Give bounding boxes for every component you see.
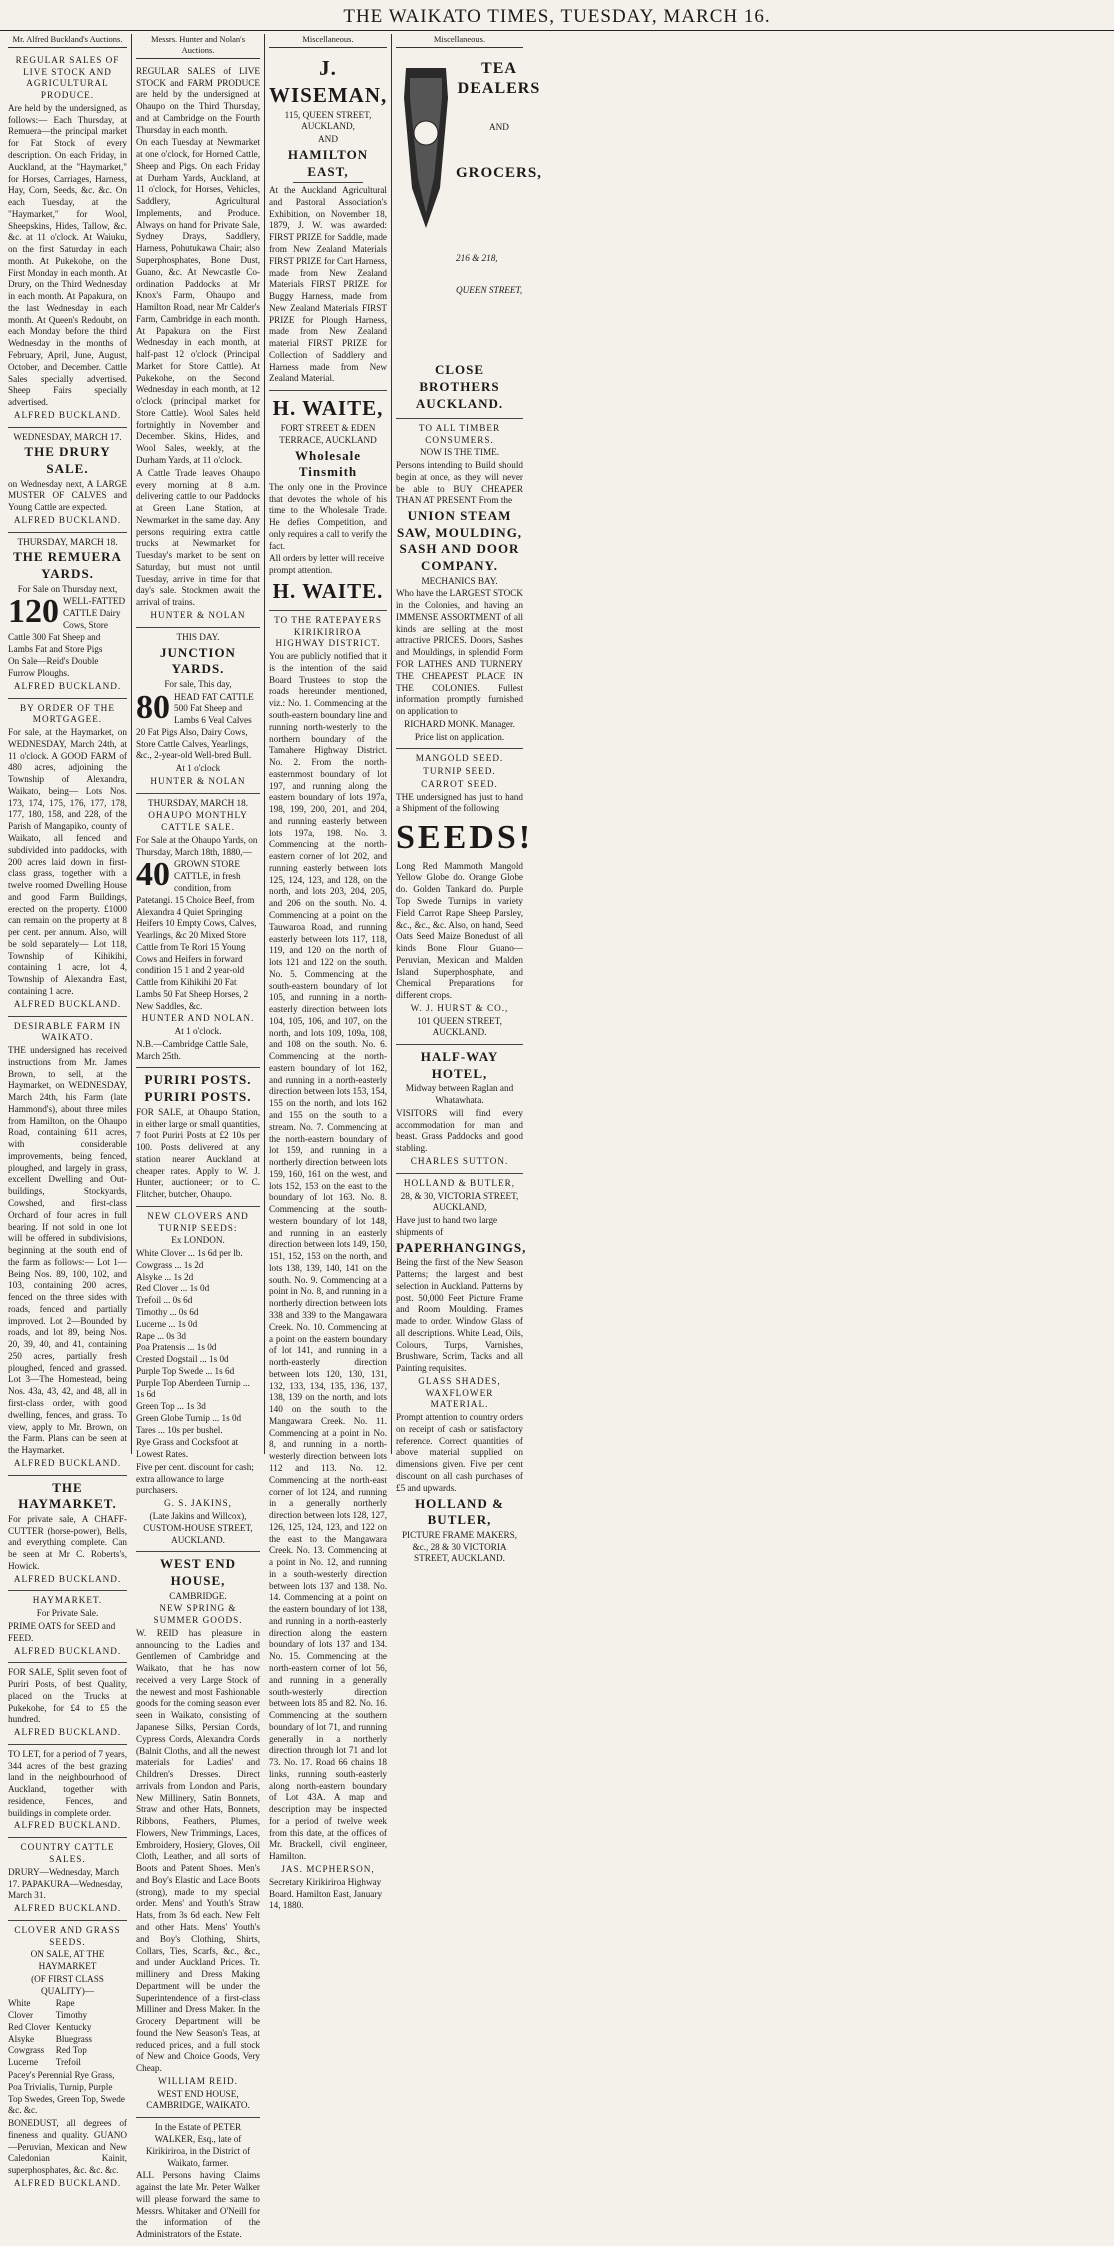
- advert-puriri-posts: [8, 1663, 127, 1745]
- list-item: Purple Top Aberdeen Turnip ... 1s 6d: [136, 1377, 250, 1400]
- list-item: Timothy: [55, 2010, 88, 2021]
- advert-body: THE undersigned has just to hand a Shipment of the following: [396, 791, 523, 814]
- advert-heading: PURIRI POSTS. PURIRI POSTS.: [144, 1072, 252, 1105]
- advert-body: For private sale, A CHAFF-CUTTER (horse-power), Bells, and everything complete. Can be seen at Mr C. Roberts's, Howick.: [8, 1513, 127, 1571]
- count-80: 80: [136, 688, 170, 726]
- advert-junction-yards: [136, 628, 260, 794]
- advert-subhead: (OF FIRST CLASS QUALITY)—: [31, 1973, 104, 1996]
- list-item: Alsyke: [8, 2033, 35, 2044]
- advert-heading: REGULAR SALES OF LIVE STOCK AND AGRICULTURAL PRODUCE.: [15, 54, 120, 101]
- advert-heading: TEA DEALERS: [457, 59, 541, 98]
- list-item: White Clover: [8, 1998, 34, 2021]
- close-brothers-text: [456, 58, 542, 358]
- advert-desirable-farm: [8, 1017, 127, 1476]
- signature: ALFRED BUCKLAND.: [13, 514, 122, 525]
- advert-body: FOR SALE, at Ohaupo Station, in either large or small quantities, 7 foot Puriri Posts at £2 10s per 100. Posts delivered at any station nearer Auckland at cheaper rates. Apply to W. J. Hunter, auctioneer; or to C. Flitcher, butcher, Ohaupo.: [136, 1106, 260, 1200]
- advert-heading: TO THE RATEPAYERS KIRIKIRIROA HIGHWAY DISTRICT.: [274, 614, 382, 649]
- advert-heading: BY ORDER OF THE MORTGAGEE.: [20, 702, 115, 725]
- advert-body: A Cattle Trade leaves Ohaupo every morning at 8 a.m. delivering cattle to our Paddocks at Green Lane Station, at Newmarket in the same day. Any persons requiring extra cattle trucks at Newmarket for Tuesday's market to be sent on Saturday, but must not until Tuesday, arrive in time for that day's sale. Stockmen await the arrival of trains.: [136, 467, 260, 608]
- signature: W. J. HURST & CO.,: [410, 1002, 509, 1013]
- advert-body: FOR SALE, Split seven foot of Puriri Posts, of best Quality, placed on the Trucks at Pukekohe, for £4 to £5 the hundred.: [8, 1667, 127, 1725]
- signature: ALFRED BUCKLAND.: [13, 1727, 122, 1738]
- signature: H. WAITE.: [272, 578, 384, 603]
- advert-body: ALL Persons having Claims against the late Mr. Peter Walker will please forward the same to Messrs. Whitaker and O'Neill for the information of the Administrators of the Estate.: [136, 2170, 260, 2240]
- advert-new-clovers: [136, 1207, 260, 1552]
- advert-body: PRIME OATS for SEED and FEED.: [8, 1620, 116, 1643]
- advert-note: Rye Grass and Cocksfoot at Lowest Rates.: [136, 1437, 239, 1460]
- advert-body: WELL-FATTED CATTLE Dairy Cows, Store Cattle 300 Fat Sheep and Lambs Fat and Store Pigs: [8, 596, 126, 654]
- advert-heading: THE DRURY SALE.: [24, 444, 111, 476]
- column-header: Messrs. Hunter and Nolan's Auctions.: [136, 34, 260, 59]
- advert-note: N.B.—Cambridge Cattle Sale, March 25th.: [136, 1038, 249, 1061]
- advert-body: At the Auckland Agricultural and Pastoral Association's Exhibition, on November 18, 1879, J. W. was awarded: FIRST PRIZE for Saddle, made from New Zealand Materials FIRST PRIZE for Cart Harness, made from New Zealand Materials FIRST PRIZE for Buggy Harness, made from New Zealand Materials FIRST PRIZE for Plough Harness, made from New Zealand material FIRST PRIZE for Collection of Saddlery and Harness made from New Zealand Material.: [269, 185, 387, 384]
- advert-subhead: For Sale at the Ohaupo Yards, on Thursday, March 18th, 1880,—: [136, 834, 258, 857]
- advert-heading: HAYMARKET.: [32, 1595, 103, 1606]
- signature: RICHARD MONK. Manager.: [404, 718, 515, 729]
- advert-address: 28, & 30, VICTORIA STREET, AUCKLAND,: [400, 1190, 519, 1213]
- advert-heading: WEST END HOUSE,: [159, 1556, 237, 1588]
- advert-heading: THE HAYMARKET.: [18, 1479, 117, 1512]
- masthead: [0, 0, 1114, 31]
- advert-address: MECHANICS BAY.: [421, 575, 498, 586]
- list-item: Trefoil: [55, 2057, 81, 2068]
- advert-heading: UNION STEAM SAW, MOULDING, SASH AND DOOR COMPANY.: [396, 508, 523, 573]
- advert-address: FORT STREET & EDEN TERRACE, AUCKLAND: [279, 423, 377, 445]
- advert-heading: CLOSE BROTHERS: [419, 361, 500, 394]
- list-item: Lucerne: [8, 2057, 39, 2068]
- date-heading: THURSDAY, MARCH 18.: [17, 536, 118, 547]
- advert-note: At 1 o'clock: [175, 763, 221, 774]
- advert-remuera: [8, 533, 127, 699]
- advert-address: QUEEN STREET,: [456, 284, 523, 295]
- advert-heading: HALF-WAY HOTEL,: [420, 1049, 499, 1081]
- advert-heading: CARROT SEED.: [421, 778, 498, 789]
- advert-heading: TURNIP SEED.: [423, 766, 496, 777]
- advert-body: W. REID has pleasure in announcing to the Ladies and Gentlemen of Cambridge and Waikato, that he has now received a very Large Stock of the newest and most Fashionable goods for the coming season ever seen in Waikato, consisting of Japanese Silks, Persian Cords, Cypress Cords, Alexandra Cords (Balnit Cloths, and all the newest materials for Ladies' and Children's Dresses. Direct arrivals from London and Paris, New Millinery, Satin Bonnets, Straw and other Hats, Bonnets, Ribbons, Feathers, Plumes, Flowers, New Trimmings, Laces, Embroidery, Hosiery, Gloves, Oil Cloth, Leather, and all sorts of Boots and Patent Shoes. Men's and Boy's Elastic and Lace Boots (strong), made to my special order. Mens' and Youth's Straw Hats, from 3s 6d each. New Felt and other Hats. Mens' Youth's and Boy's Clothing, Shirts, Collars, Ties, Scarfs, &c., &c., and under Auckland Prices. Tr. millinery and Dress Making Department will be under the Superintendence of a first-class Milliner and Dress Maker. In the Grocery Department will be found the New Season's Teas, at reduced prices, and a full stock of New and Choice Goods, Very Cheap.: [136, 1627, 260, 2074]
- masthead-title: THE WAIKATO TIMES, TUESDAY, MARCH 16.: [343, 6, 771, 27]
- signature: HUNTER AND NOLAN.: [141, 1013, 255, 1024]
- advert-heading: SEEDS!: [396, 819, 534, 857]
- advert-body: Being the first of the New Season Patterns; the largest and best selection in Auckland. Patterns by post. 50,000 Feet Picture Frame and Room Moulding. Frames made to order. Window Glass of all descriptions. White Lead, Oils, Colours, Turps, Varnishes, Brushware, Scrim, Tacks and all Painting requisites.: [396, 1257, 523, 1374]
- advert-ratepayers: [269, 611, 387, 1917]
- list-item: Cowgrass ... 1s 2d: [136, 1259, 204, 1270]
- advert-subhead: ON SALE, AT THE HAYMARKET: [30, 1949, 105, 1972]
- signature-address: (Late Jakins and Willcox), CUSTOM-HOUSE STREET, AUCKLAND.: [143, 1511, 253, 1545]
- seed-list-left: [8, 1998, 56, 2069]
- advert-subhead: AND: [318, 134, 338, 145]
- advert-body: VISITORS will find every accommodation for man and beast. Grass Paddocks and good stabling.: [396, 1107, 523, 1154]
- advert-estate-notice: [136, 2118, 260, 2246]
- column-3: [265, 34, 392, 1911]
- seed-price-list: [136, 1248, 260, 1436]
- advert-drury: [8, 428, 127, 533]
- advert-note: All orders by letter will receive prompt attention.: [269, 553, 385, 576]
- advert-body: Who have the LARGEST STOCK in the Colonies, and having an IMMENSE ASSORTMENT of all kinds are selling at the most attractive PRICES. Doors, Sashes and Mouldings, in splendid Form FOR LATHES AND TURNERY THE CHEAPEST PLACE IN THE COLONIES. Fullest information promptly furnished on application to: [396, 588, 523, 717]
- divider: [293, 182, 364, 183]
- advert-ohaupo-sale: [136, 794, 260, 1069]
- advert-body: BONEDUST, all degrees of fineness and quality. GUANO—Peruvian, Mexican and New Caledonian Kainit, superphosphates, &c. &c. &c.: [8, 2118, 127, 2176]
- advert-subhead: HAMILTON EAST,: [287, 146, 369, 179]
- column-4: [392, 34, 542, 1564]
- seed-list: [8, 1998, 127, 2069]
- advert-body: The only one in the Province that devotes the whole of his time to the Wholesale Trade. He defies Competition, and only requires a call to verify the fact.: [269, 481, 387, 551]
- advert-body: on Wednesday next, A LARGE MUSTER OF CALVES and Young Cattle are expected.: [8, 478, 127, 513]
- advert-heading: DESIRABLE FARM IN WAIKATO.: [13, 1020, 122, 1043]
- column-2: [132, 34, 265, 2240]
- cattle-block: [136, 856, 260, 1012]
- signature: ALFRED BUCKLAND.: [13, 2177, 122, 2188]
- signature-address: PICTURE FRAME MAKERS, &c., 28 & 30 VICTORIA STREET, AUCKLAND.: [401, 1529, 518, 1564]
- advert-body: For sale, at the Haymarket, on WEDNESDAY, March 24th, at 11 o'clock. A GOOD FARM of 480 acres, adjoining the Township of Alexandra, Waikato, being— Lots Nos. 173, 174, 175, 176, 177, 178, 177, 180, 158, and 228, of the Parish of Mangapiko, county of Waikato, all fenced and subdivided into paddocks, with 200 acres laid down in first-class grass, together with a twelve roomed Dwelling House and good Farm Buildings, erected on the property. £1000 can remain on the property at 8 per cent. per annum. Also, will be sold separately— Lot 118, Township of Kihikihi, containing 1 acre, lot 4, Township of Alexandra East, containing 1 acre.: [8, 727, 127, 996]
- advert-heading: MANGOLD SEED.: [415, 753, 504, 764]
- list-item: Rape: [55, 1998, 75, 2009]
- advert-body: On each Tuesday at Newmarket at one o'clock, for Horned Cattle, Sheep and Pigs. On each Friday at Durham Yards, Auckland, at 11 o'clock, for Horses, Vehicles, Saddlery, Agricultural Implements, and Produce. Always on hand for Private Sale, Sydney Drays, Saddlery, Harness, Pohutukawa Chair; also Superphosphates, Bone Dust, Guano, &c. At Newcastle Co-ordination Paddocks at Mr Knox's Farm, Ohaupo and Hamilton Road, near Mr Calder's Farm, Cambridge in each month. At Papakura on the First Wednesday in each month, at half-past 12 o'clock (Principal Market for Store Cattle). At Pukekohe, on the Second Wednesday in each month, at 12 o'clock (principal market for Store Cattle). Wool Sales held fortnightly in November and December. Skins, Hides, and Wool Sales, weekly, at the Durham Yards, at 11 o'clock.: [136, 137, 260, 466]
- list-item: Red Clover ... 1s 0d: [136, 1283, 210, 1294]
- advert-mortgagee: [8, 699, 127, 1017]
- signature: G. S. JAKINS,: [164, 1498, 232, 1509]
- advert-body: DRURY—Wednesday, March 17. PAPAKURA—Wednesday, March 31.: [8, 1866, 123, 1901]
- advert-body: THE undersigned has received instructions from Mr. James Brown, to sell, at the Haymarket, on WEDNESDAY, March 24th, his Farm (late Hammond's), about three miles from Hamilton, on the Ohaupo Road, containing 611 acres, with considerable improvements, being fenced, ploughed, and largely in grass, excellent Dwelling and Out-buildings, Stockyards, Cowshed, and first-class Orchard of four acres in full bearing. If not sold in one lot will be offered in subdivisions, beginning at the south end of the farm as follows:— Lot 1—Being Nos. 89, 100, 102, and 103, containing 200 acres, fenced on the three sides with roads, fenced and partially improved. Lot 2—Bounded by roads, and lot 89, being Nos. 20, 39, 40, and 41, containing 250 acres, partially fresh ploughed, fenced and grassed. Lot 3—The Homestead, being Nos. 43a, 43, 42, and 48, all in first-class order, with good dwelling, fences, and grass. To view, apply to Mr. Brown, on the Farm. Plans can be seen at the Haymarket.: [8, 1045, 127, 1456]
- advert-heading: REGULAR SALES of LIVE STOCK and FARM PRODUCE are held by the undersigned at Ohaupo on the Third Thursday, and at Cambridge on the Fourth Thursday in each month.: [136, 65, 260, 135]
- advert-clover-seeds: [8, 1921, 127, 2195]
- advert-body: Persons intending to Build should begin at once, as they will never be able to BUY CHEAPER THAN AT PRESENT From the: [396, 460, 523, 506]
- column-1: [4, 34, 132, 2188]
- list-item: Kentucky Bluegrass: [55, 2021, 92, 2044]
- advert-body: TO LET, for a period of 7 years, 344 acres of the best grazing land in the neighbourhood of Auckland, together with residence, Fences, and buildings in complete order.: [8, 1748, 127, 1818]
- advert-subhead: GLASS SHADES, WAXFLOWER MATERIAL.: [418, 1375, 501, 1410]
- list-item: Red Clover: [8, 2021, 51, 2032]
- advert-subhead: Wholesale Tinsmith: [294, 447, 362, 480]
- close-brothers-panel: [396, 58, 542, 358]
- advert-note: Five per cent. discount for cash; extra allowance to large purchasers.: [136, 1461, 254, 1496]
- signature: ALFRED BUCKLAND.: [13, 1573, 122, 1584]
- seed-list-right: [56, 1998, 127, 2069]
- advert-haymarket: [8, 1476, 127, 1592]
- advert-to-let: [8, 1745, 127, 1838]
- columns: [4, 34, 1110, 2240]
- date-heading: THURSDAY, MARCH 18.: [147, 797, 249, 808]
- advert-heading: NEW CLOVERS AND TURNIP SEEDS:: [147, 1210, 249, 1233]
- signature-address: 101 QUEEN STREET, AUCKLAND.: [417, 1015, 502, 1038]
- advert-heading: OHAUPO MONTHLY CATTLE SALE.: [148, 810, 248, 833]
- list-item: Purple Top Swede ... 1s 6d: [136, 1365, 235, 1376]
- signature: WILLIAM REID.: [158, 2075, 238, 2086]
- signature: ALFRED BUCKLAND.: [13, 1457, 122, 1468]
- advert-heading: JUNCTION YARDS.: [160, 644, 236, 677]
- advert-heading: CLOVER AND GRASS SEEDS.: [14, 1924, 121, 1947]
- advert-subhead: GROCERS,: [456, 164, 542, 181]
- advert-halfway-hotel: [396, 1045, 523, 1174]
- advert-heading: H. WAITE,: [272, 396, 384, 421]
- advert-holland-butler: [396, 1174, 527, 1570]
- advert-regular-sales: [8, 51, 127, 428]
- advert-heading: TO ALL TIMBER CONSUMERS.: [418, 422, 501, 445]
- count-40: 40: [136, 856, 170, 894]
- list-item: Lucerne ... 1s 0d: [136, 1318, 198, 1329]
- advert-address: 115, QUEEN STREET, AUCKLAND,: [284, 109, 372, 132]
- signature: ALFRED BUCKLAND.: [13, 1903, 122, 1914]
- list-item: Rape ... 0s 3d: [136, 1330, 187, 1341]
- date-heading: THIS DAY.: [176, 631, 220, 642]
- signature: ALFRED BUCKLAND.: [13, 1820, 122, 1831]
- list-item: Cowgrass: [8, 2045, 45, 2056]
- saddle-illustration: [396, 58, 456, 358]
- signature: HUNTER & NOLAN: [150, 609, 246, 620]
- signature-address: WEST END HOUSE, CAMBRIDGE, WAIKATO.: [146, 2088, 250, 2111]
- signature: ALFRED BUCKLAND.: [13, 1645, 122, 1656]
- list-item: Poa Pratensis ... 1s 0d: [136, 1342, 217, 1353]
- signature: CHARLES SUTTON.: [410, 1156, 509, 1166]
- cattle-block: [8, 593, 127, 655]
- advert-heading: PAPERHANGINGS,: [396, 1239, 527, 1255]
- advert-heading: In the Estate of PETER WALKER, Esq., late of Kirikiriroa, in the District of Waikato, farmer.: [145, 2122, 251, 2168]
- advert-subhead: NEW SPRING & SUMMER GOODS.: [153, 1603, 243, 1626]
- advert-heading: J. WISEMAN,: [269, 55, 388, 107]
- list-item: Red Top: [55, 2045, 87, 2056]
- advert-subhead: For Sale on Thursday next,: [17, 583, 118, 594]
- advert-regular-sales: [136, 62, 260, 628]
- advert-body: Have just to hand two large shipments of: [396, 1215, 498, 1237]
- advert-body: You are publicly notified that it is the intention of the said Board Trustees to stop the roads hereunder mentioned, viz.: No. 1. Commencing at the south-eastern boundary line and running north-westerly to the northern boundary of the Tamahere Highway District. No. 2. From the north-easternmost boundary of lot 197, and running along the eastern boundary of lots 197a, 198, 199, 200, 201, and 204, and running easterly between lots 197a, 198. No. 3. Commencing at the north-eastern corner of lot 202, and running easterly between lots 125, 124, 123, and 128, on the north, and lots 203, 204, 205, and 206 on the south. No. 4. Commencing at a point on the Tauwaroa Road, and running easterly between lots 117, 118, 119, and 120 on the north of lots 121 and 122 on the south. No. 5. Commencing at the south-eastern boundary of lot 105, and running in a north-easterly direction between lots 104, 105, 106, and 107, on the north, and lots 109, 109a, 108, and 108 on the south. No. 6. Commencing at the north-eastern boundary of lot 162, and running in a north-easterly direction between lots 153, 154, 155 on the north, and lots 162 and 155 on the south to a stream. No. 7. Commencing at the north-eastern boundary of lot 159, and running in a northerly direction between lots 159, 160, 161 on the west, and lots 152, 153 on the east to the boundary of lot 163. No. 8. Commencing at the south-western boundary of lot 148, and running in an easterly direction between lots 149, 150, 151, 152, 153 on the north, and lots 138, 139, 140, 141 on the south. No. 9. Commencing at a point in No. 8, and running in a northerly direction between lots 338 and 339 to the Mangawara Creek. No. 10. Commencing at a point on the eastern boundary of lot 141, and running in a north-easterly direction between lots 120, 130, 131, 132, 133, 134, 135, 136, 137, 138, 139 on the north, and lots 140 on the south to the Mangawara Creek. No. 11. Commencing at a point in No. 8, and running in a north-westerly direction between lots 112 and 113. No. 12. Commencing at the north-east corner of lot 124, and running in a generally northerly direction between lots 128, 127, 126, 125, 124, 123, and 122 on the east to the Mangawara Creek. No. 13. Commencing at a point in No. 12, and running in a south-westerly direction between lots 137 and 138. No. 14. Commencing at a point on the eastern boundary of lot 138, and running in a north-easterly direction along the eastern boundary of lots 137 and 134. No. 15. Commencing at the north-eastern corner of lot 56, and running in a generally south-westerly direction between lots 85 and 82. No. 16. Commencing at the southern boundary of lot 71, and running generally in a northerly direction through lot 71 and lot 73. No. 17. Road 66 chains 18 links, running south-easterly along north-eastern boundary of Lot 43A. A map and description may be inspected for a period of twelve week from this date, at the offices of Mr. Brackell, civil engineer, Hamilton.: [269, 651, 387, 1862]
- count-120: 120: [8, 593, 59, 631]
- advert-body: HEAD FAT CATTLE 500 Fat Sheep and Lambs 6 Veal Calves 20 Fat Pigs Also, Dairy Cows, Store Cattle Calves, Yearlings, &c., 2-year-old Well-bred Bull.: [136, 691, 254, 761]
- signature: JAS. MCPHERSON,: [281, 1864, 375, 1874]
- list-item: Tares ... 10s per bushel.: [136, 1424, 223, 1435]
- list-item: Crested Dogstail ... 1s 0d: [136, 1354, 229, 1365]
- column-header: Miscellaneous.: [269, 34, 387, 48]
- advert-body: Pacey's Perennial Rye Grass, Poa Trivialis, Turnip, Purple Top Swedes, Green Top, Swede &c. &c.: [8, 2070, 125, 2116]
- advert-close-brothers: [396, 51, 542, 419]
- list-item: White Clover ... 1s 6d per lb.: [136, 1248, 243, 1259]
- list-item: Trefoil ... 0s 6d: [136, 1295, 193, 1306]
- advert-heading: THE REMUERA YARDS.: [13, 549, 122, 582]
- column-header: Mr. Alfred Buckland's Auctions.: [8, 34, 127, 48]
- advert-heading: COUNTRY CATTLE SALES.: [20, 1842, 115, 1864]
- advert-seeds: [396, 749, 534, 1045]
- advert-west-end-house: [136, 1552, 260, 2118]
- advert-note: On Sale—Reid's Double Furrow Ploughs.: [8, 656, 99, 679]
- signature: HOLLAND & BUTLER,: [415, 1495, 504, 1528]
- signature: HUNTER & NOLAN: [150, 775, 246, 786]
- column-header: Miscellaneous.: [396, 34, 523, 48]
- signature: ALFRED BUCKLAND.: [13, 409, 122, 420]
- advert-body: GROWN STORE CATTLE, in fresh condition, from Patetangi. 15 Choice Beef, from Alexandra 4 Quiet Springing Heifers 10 Empty Cows, Calves, Yearlings, &c 20 Mixed Store Cattle from Te Rori 15 Young Cows and Heifers in forward condition 15 1 and 2 year-old Cattle from Kihikihi 20 Fat Lambs 50 Fat Sheep Horses, 2 New Saddles, &c.: [136, 859, 257, 1011]
- list-item: Green Top ... 1s 3d: [136, 1401, 206, 1412]
- advert-country-sales: [8, 1838, 127, 1921]
- advert-address: 216 & 218,: [456, 252, 498, 263]
- advert-timber: [396, 419, 523, 750]
- advert-subhead: AUCKLAND.: [415, 396, 504, 412]
- advert-subhead: AND: [489, 121, 509, 132]
- advert-note: Price list on application.: [414, 731, 505, 742]
- advert-waite: [269, 391, 387, 611]
- advert-subhead: NOW IS THE TIME.: [419, 447, 500, 458]
- advert-wiseman: [269, 51, 387, 391]
- signature-address: Secretary Kirikiriroa Highway Board. Hamilton East, January 14, 1880.: [269, 1876, 383, 1911]
- advert-subhead: Ex LONDON.: [171, 1235, 225, 1246]
- list-item: Green Globe Turnip ... 1s 0d: [136, 1412, 242, 1423]
- advert-subhead: Midway between Raglan and Whatawhata.: [405, 1083, 514, 1106]
- advert-body: Are held by the undersigned, as follows:— Each Thursday, at Remuera—the principal market for Fat Stock of every description. On each Friday, in Auckland, at the "Haymarket," for Horses, Carriages, Harness, Hay, Corn, Seeds, &c. &c. On each Tuesday, at the "Haymarket," for Wool, Sheepskins, Hides, Tallow, &c. &c. at 11 o'clock. At Waiuku, on the first Saturday in each month. At Pukekohe, on the First Monday in each month. At Drury, on the Third Wednesday in each month. At Papakura, on the last Wednesday in each month. At Queen's Redoubt, on each Monday before the third Wednesday in the months of February, April, June, August, October, and December. Cattle Sales specially advertised. Sheep Fairs specially advertised.: [8, 102, 127, 408]
- date-heading: WEDNESDAY, MARCH 17.: [13, 431, 122, 442]
- list-item: Timothy ... 0s 6d: [136, 1306, 199, 1317]
- signature: ALFRED BUCKLAND.: [13, 680, 122, 691]
- list-item: Alsyke ... 1s 2d: [136, 1271, 194, 1282]
- advert-puriri-posts: [136, 1068, 260, 1206]
- advert-subhead: For Private Sale.: [36, 1608, 99, 1619]
- advert-body: Prompt attention to country orders on receipt of cash or satisfactory reference. Correct quantities of above material supplied on dimensions given. Five per cent discount on all cash purchases of £5 and upwards.: [396, 1412, 523, 1493]
- advert-body: Long Red Mammoth Mangold Yellow Globe do. Orange Globe do. Golden Tankard do. Purple Top Swede Turnips in variety Field Carrot Rape Sheep Parsley, &c., &c., &c. Also, on hand, Seed Oats Seed Maize Bonedust of all kinds Bone Flour Guano—Peruvian, Mexican and Malden Island Superphosphate, and Chemical Preparations for different crops.: [396, 860, 523, 1001]
- advert-note: At 1 o'clock.: [174, 1026, 222, 1037]
- advert-prime-oats: [8, 1591, 127, 1663]
- advert-subhead: CAMBRIDGE.: [169, 1590, 227, 1601]
- signature: ALFRED BUCKLAND.: [13, 998, 122, 1009]
- cattle-block: [136, 688, 260, 763]
- saddle-icon: [396, 58, 456, 238]
- advert-subhead: For sale, This day,: [164, 678, 232, 689]
- advert-heading: HOLLAND & BUTLER,: [403, 1177, 516, 1188]
